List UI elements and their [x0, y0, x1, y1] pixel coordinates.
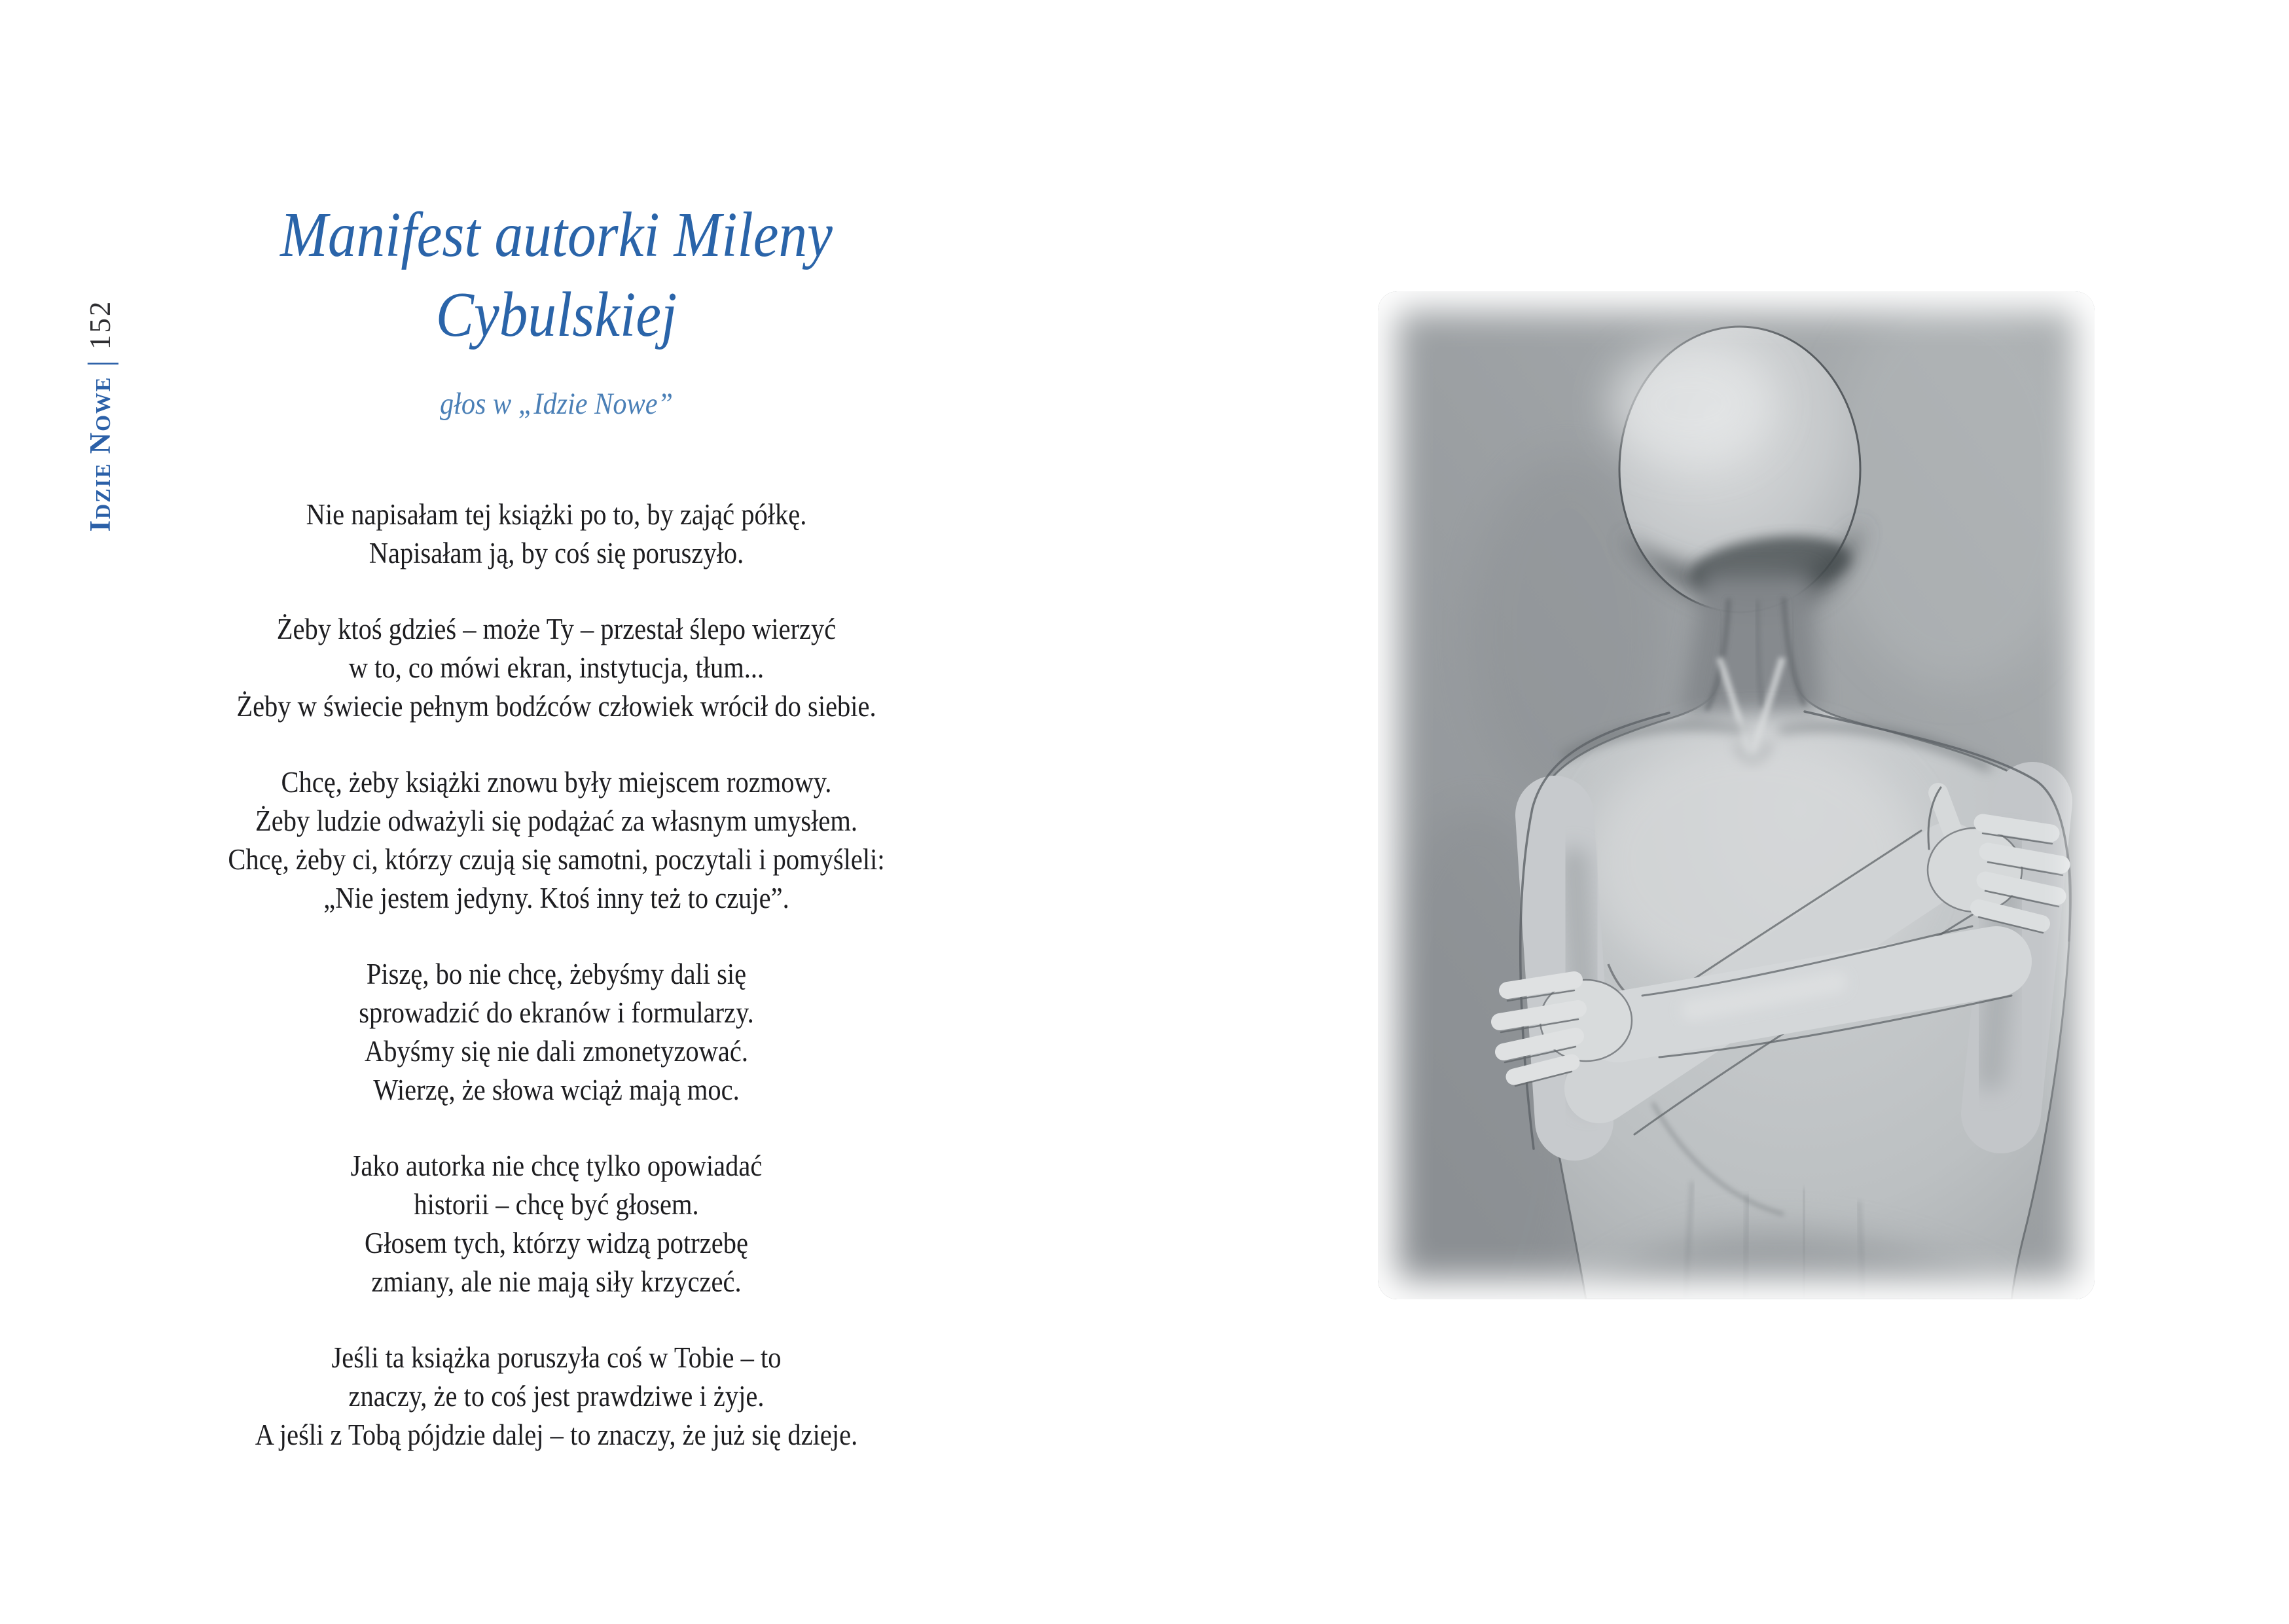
- poem-line: Żeby ludzie odważyli się podążać za własnym umysłem.: [255, 804, 857, 837]
- poem-line: Chcę, żeby ci, którzy czują się samotni, poczytali i pomyśleli:: [228, 843, 885, 876]
- chapter-title-line2: Cybulskiej: [435, 280, 677, 350]
- poem-line: Nie napisałam tej książki po to, by zająć półkę.: [306, 498, 807, 531]
- poem-line: „Nie jestem jedyny. Ktoś inny też to czuje”.: [323, 882, 789, 914]
- poem-line: sprowadzić do ekranów i formularzy.: [359, 996, 754, 1029]
- poem-line: Napisałam ją, by coś się poruszyło.: [369, 537, 744, 569]
- poem-line: Wierzę, że słowa wciąż mają moc.: [373, 1074, 740, 1106]
- poem-line: Głosem tych, którzy widzą potrzebę: [365, 1227, 748, 1259]
- poem-line: Chcę, żeby książki znowu były miejscem rozmowy.: [281, 766, 832, 799]
- poem-line: A jeśli z Tobą pójdzie dalej – to znaczy, że już się dzieje.: [255, 1418, 858, 1451]
- poem-line: historii – chcę być głosem.: [414, 1188, 699, 1221]
- poem-line: Żeby ktoś gdzieś – może Ty – przestał ślepo wierzyć: [276, 613, 837, 645]
- poem-body: [173, 458, 939, 1484]
- illustration-faceless-figure: [1378, 291, 2095, 1299]
- poem-line: Jeśli ta książka poruszyła coś w Tobie – to: [331, 1341, 782, 1374]
- poem-line: zmiany, ale nie mają siły krzyczeć.: [371, 1265, 742, 1298]
- poem-line: znaczy, że to coś jest prawdziwe i żyje.: [348, 1380, 765, 1413]
- poem-line: Abyśmy się nie dali zmonetyzować.: [365, 1035, 748, 1068]
- poem-line: Piszę, bo nie chcę, żebyśmy dali się: [366, 958, 747, 990]
- poem-line: w to, co mówi ekran, instytucja, tłum...: [348, 651, 765, 684]
- sidebar-divider: |: [82, 359, 119, 367]
- book-title: Idzie Nowe: [84, 376, 117, 532]
- chapter-title-line1: Manifest autorki Mileny: [280, 200, 833, 270]
- faceless-figure-drawing: [1378, 291, 2095, 1299]
- chapter-subtitle: głos w „Idzie Nowe”: [439, 387, 674, 421]
- chapter-headline: [173, 195, 939, 423]
- poem-line: Jako autorka nie chcę tylko opowiadać: [350, 1149, 763, 1182]
- sidebar-running-title: [80, 298, 119, 533]
- page-number: 152: [84, 299, 117, 350]
- chapter-title: [173, 195, 939, 355]
- poem-line: Żeby w świecie pełnym bodźców człowiek wrócił do siebie.: [236, 690, 876, 723]
